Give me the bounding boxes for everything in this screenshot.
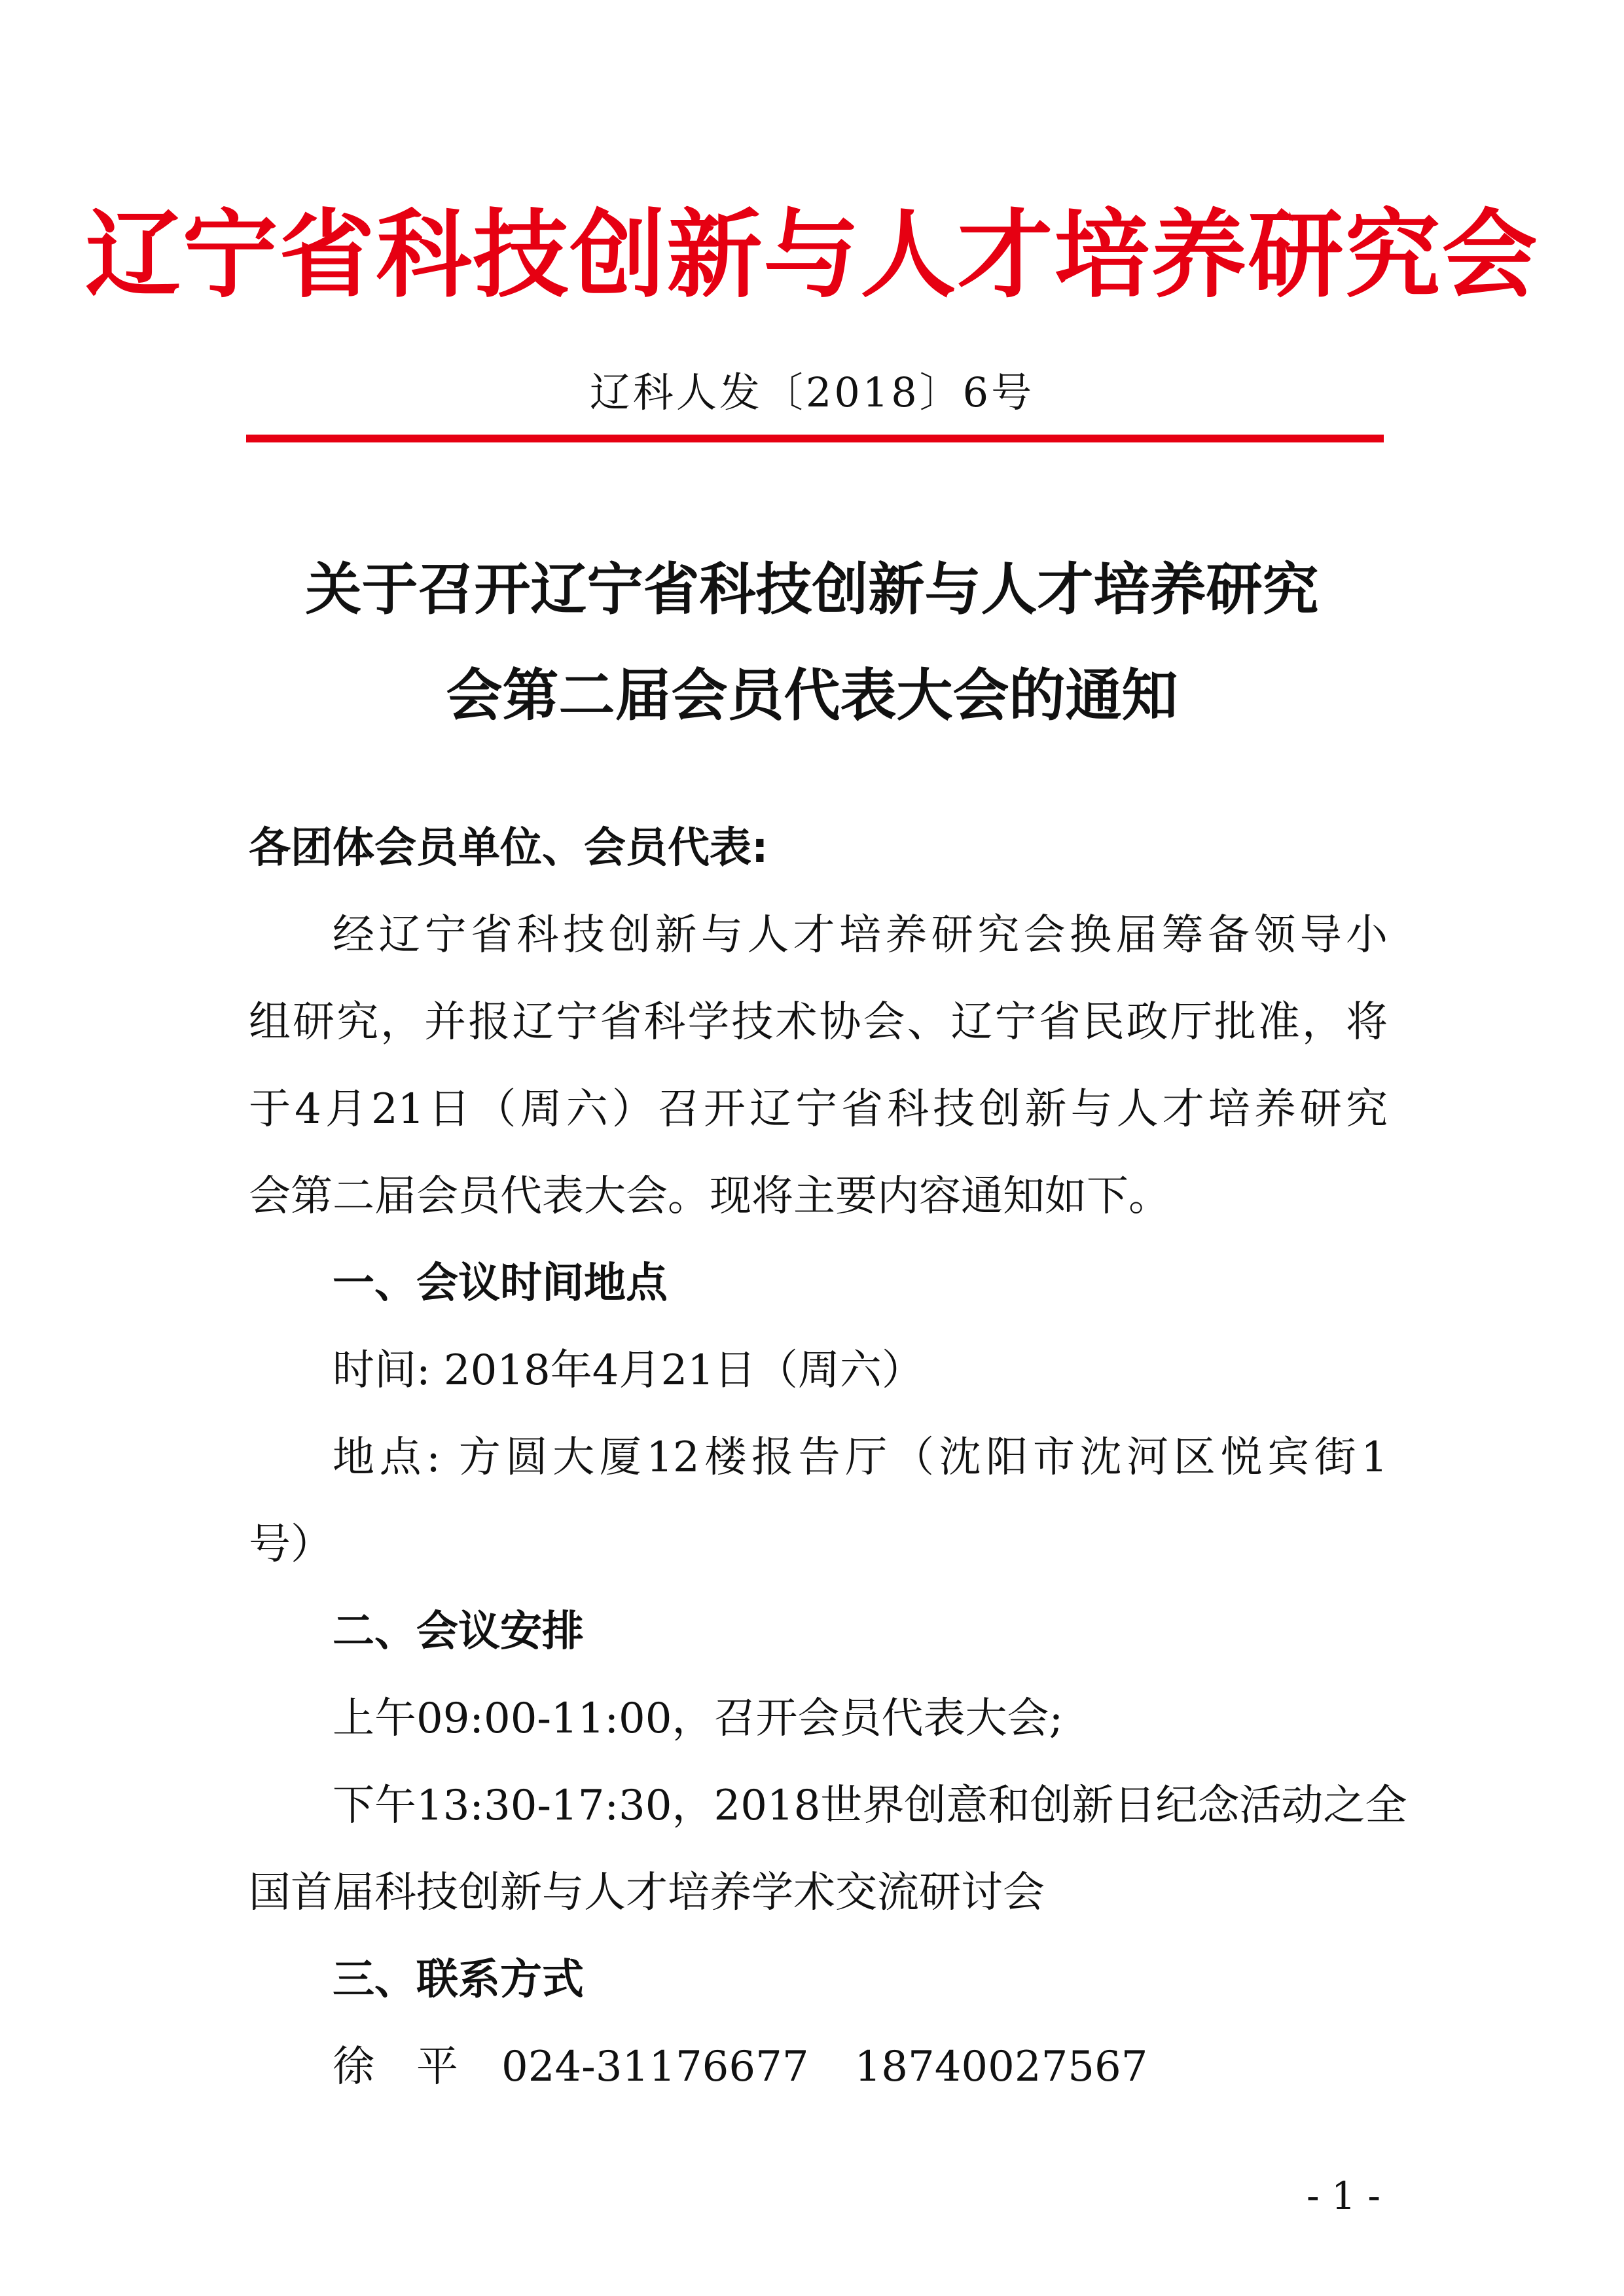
notice-title-line-2: 会第二届会员代表大会的通知 <box>446 663 1178 728</box>
contact-name: 徐 平 <box>333 2043 458 2091</box>
intro-line-3: 于4月21日（周六）召开辽宁省科技创新与人才培养研究 <box>249 1085 1388 1134</box>
contact-line <box>249 2024 1388 2111</box>
notice-title-line-1: 关于召开辽宁省科技创新与人才培养研究 <box>305 557 1319 622</box>
section-1-heading: 一、会议时间地点 <box>333 1259 668 1308</box>
intro-line-2: 组研究，并报辽宁省科学技术协会、辽宁省民政厅批准，将 <box>249 998 1388 1047</box>
meeting-time: 时间: 2018年4月21日（周六） <box>333 1346 924 1395</box>
schedule-morning: 上午09:00-11:00，召开会员代表大会; <box>333 1695 1064 1743</box>
section-2-heading: 二、会议安排 <box>333 1607 584 1656</box>
notice-title <box>196 537 1428 749</box>
contact-phone: 024-31176677 <box>501 2043 809 2091</box>
meeting-place-line-2: 号） <box>249 1520 333 1569</box>
schedule-afternoon-line-2: 国首届科技创新与人才培养学术交流研讨会 <box>249 1869 1045 1917</box>
notice-body <box>249 805 1407 2111</box>
intro-line-4: 会第二届会员代表大会。现将主要内容通知如下。 <box>249 1172 1170 1221</box>
red-divider-rule <box>246 435 1384 442</box>
organization-title: 辽宁省科技创新与人才培养研究会 <box>85 200 1539 311</box>
page-number: - 1 - <box>1307 2174 1380 2218</box>
contact-mobile: 18740027567 <box>854 2043 1148 2091</box>
document-number: 辽科人发〔2018〕6号 <box>589 368 1035 416</box>
schedule-afternoon-line-1: 下午13:30-17:30，2018世界创意和创新日纪念活动之全 <box>333 1782 1407 1830</box>
salutation: 各团体会员单位、会员代表: <box>249 824 768 872</box>
intro-line-1: 经辽宁省科技创新与人才培养研究会换届筹备领导小 <box>333 911 1388 960</box>
section-3-heading: 三、联系方式 <box>333 1956 584 2004</box>
meeting-place-line-1: 地点: 方圆大厦12楼报告厅（沈阳市沈河区悦宾街1 <box>333 1433 1388 1482</box>
